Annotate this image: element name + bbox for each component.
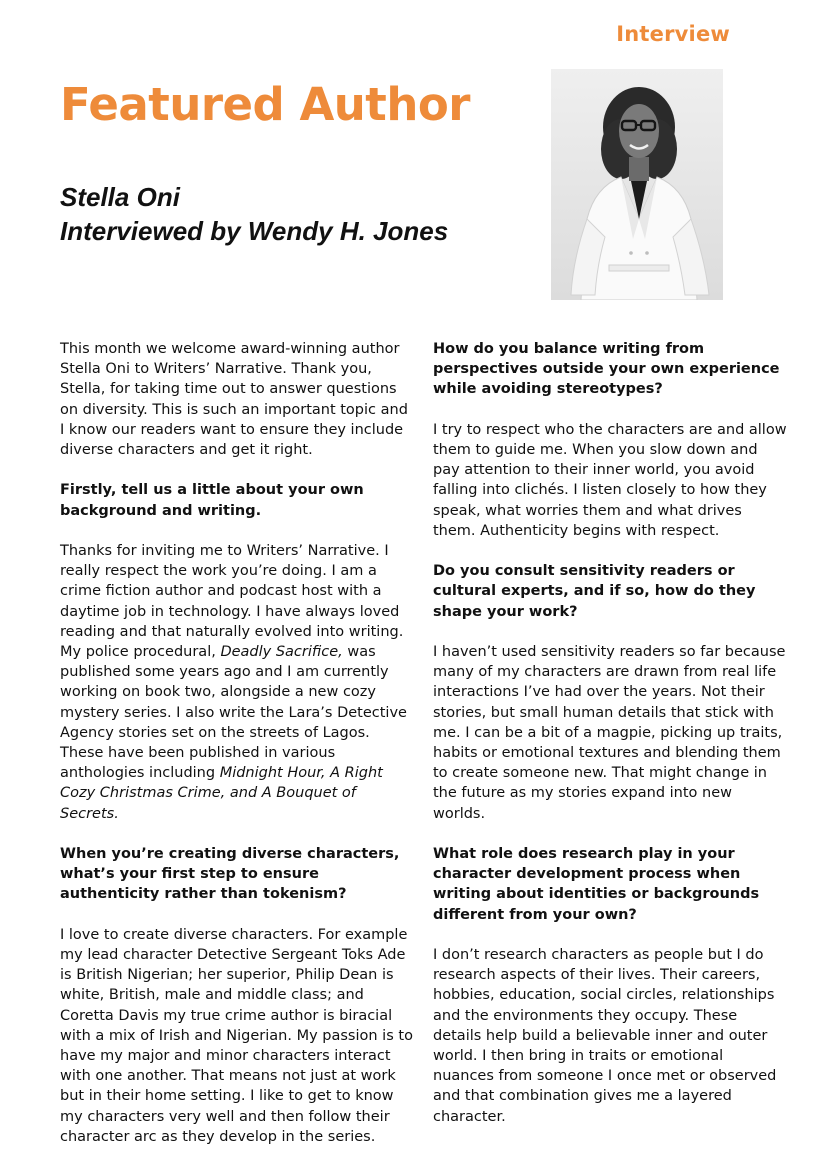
answer-1-text-b: was published some years ago and I am currently working on book two, alongside a new cozy mystery series. I also write the Lara’s Detective Agency stories set on the streets of Lagos. These have been published in various anthologies including — [60, 644, 407, 782]
answer-1 — [60, 541, 416, 824]
question-3: How do you balance writing from perspectives outside your own experience while avoiding stereotypes? — [433, 341, 780, 398]
answer-4: I haven’t used sensitivity readers so far because many of my characters are drawn from real life interactions I’ve had over the years. Not their stories, but small human details that stick with me. I can be a bit of a magpie, picking up traits, habits or emotional textures and blending them to create someone new. That might change in the future as my stories expand into new worlds. — [433, 644, 786, 822]
answer-3: I try to respect who the characters are and allow them to guide me. When you slow down and pay attention to their inner world, you avoid falling into clichés. I listen closely to how they speak, what worries them and what drives them. Authenticity begins with respect. — [433, 421, 787, 539]
question-4: Do you consult sensitivity readers or cultural experts, and if so, how do they shape your work? — [433, 563, 756, 620]
question-5: What role does research play in your character development process when writing about identities or backgrounds different from your own? — [433, 846, 760, 923]
interviewer-line: Interviewed by Wendy H. Jones — [60, 216, 449, 246]
left-column — [60, 339, 416, 1167]
answer-2: I love to create diverse characters. For example my lead character Detective Sergeant Toks Ade is British Nigerian; her superior, Philip Dean is white, British, male and middle class; and Coretta Davis my true crime author is biracial with a mix of Irish and Nigerian. My passion is to have my major and minor characters interact with one another. That means not just at work but in their home setting. I like to get to know my characters very well and then follow their character arc as they develop in the series. — [60, 926, 413, 1145]
section-tag: Interview — [616, 22, 730, 46]
anthology-titles: Midnight Hour, A Right Cozy Christmas Crime, and A Bouquet of Secrets. — [60, 765, 383, 822]
page-title: Featured Author — [60, 78, 470, 131]
intro-paragraph: This month we welcome award-winning author Stella Oni to Writers’ Narrative. Thank you, Stella, for taking time out to answer questions on diversity. This is such an important topic and I know our readers want to ensure they include diverse characters and get it right. — [60, 341, 408, 459]
right-column — [433, 339, 788, 1147]
question-1: Firstly, tell us a little about your own background and writing. — [60, 482, 364, 519]
answer-5: I don’t research characters as people but I do research aspects of their lives. Their careers, hobbies, education, social circles, relationships and the environments they occupy. These details help build a believable inner and outer world. I then bring in traits or emotional nuances from someone I once met or observed and that combination gives me a layered character. — [433, 947, 777, 1125]
question-2: When you’re creating diverse characters, what’s your first step to ensure authenticity rather than tokenism? — [60, 846, 400, 903]
answer-1-text-a: Thanks for inviting me to Writers’ Narrative. I really respect the work you’re doing. I am a crime fiction author and podcast host with a daytime job in technology. I have always loved reading and that naturally evolved into writing. My police procedural, — [60, 543, 404, 661]
book-title-deadly-sacrifice: Deadly Sacrifice, — [220, 644, 343, 661]
subtitle — [60, 180, 448, 248]
author-photo — [551, 69, 723, 300]
author-portrait-icon — [551, 69, 723, 300]
author-name: Stella Oni — [60, 182, 180, 212]
